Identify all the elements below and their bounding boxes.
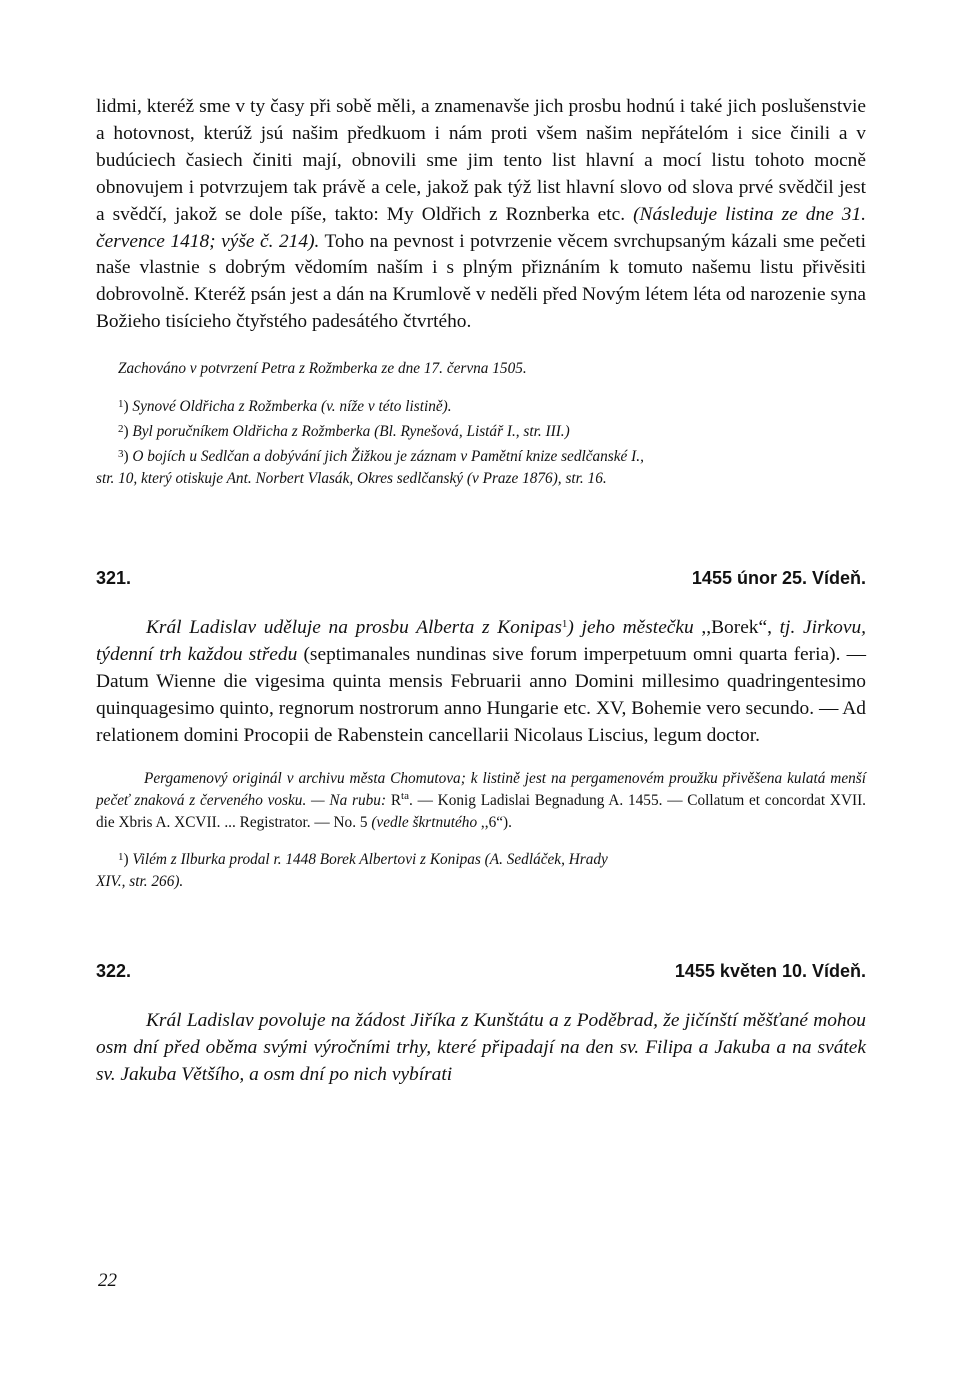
footnote-3: $^3$) O bojích u Sedlčan a dobývání jich Žižkou je záznam v Pamětní knize sedlčanské I., <box>118 448 644 466</box>
footnote-text: Byl poručníkem Oldřicha z Rožmberka (Bl. Rynešová, Listář I., str. III.) <box>132 423 570 441</box>
footnote-1: $^1$) Synové Oldřicha z Rožmberka (v. níže v této listině). <box>118 398 452 416</box>
footnote-text: Synové Oldřicha z Rožmberka (v. níže v této listině). <box>132 398 452 416</box>
footnote-mark: 1 <box>118 850 124 863</box>
note-italic: (vedle škrtnutého <box>371 813 478 831</box>
footnote-mark: 2 <box>118 423 124 436</box>
summary-roman: (septimanales nundinas sive forum imperpetuum omni quarta feria). — Datum Wienne die vigesima quinta mensis Februarii anno Domini millesimo quadringentesimo quinquagesimo quinto, regnorum nostrorum anno Hungarie etc. XV, Bohemie vero secundo. — Ad relationem domini Procopii de Rabenstein cancellarii Nicolaus Liscius, legum doctor. <box>96 644 866 746</box>
entry-322-heading <box>96 961 866 982</box>
summary-italic: tj. Jirkovu, týdenní trh každou středu <box>96 617 866 666</box>
footnote-1-continuation <box>96 871 866 893</box>
footnote-ref: 1 <box>561 618 568 631</box>
note-sup: ta <box>401 789 409 802</box>
editorial-insertion: (Následuje listina ze dne 31. července 1418; výše č. 214). <box>96 203 866 252</box>
entry-date-place: 1455 květen 10. Vídeň. <box>674 960 866 981</box>
footnote-3-continuation <box>96 468 866 490</box>
note-italic: Pergamenový originál v archivu města Chomutova; k listině jest na pergamenovém proužku přivěšena kulatá menší pečeť znaková z červeného vosku. — Na rubu: <box>96 769 866 809</box>
footnotes <box>96 393 866 490</box>
footnote-text: str. 10, který otiskuje Ant. Norbert Vlasák, Okres sedlčanský (v Praze 1876), str. 16. <box>96 470 607 488</box>
footnote-mark: 1 <box>118 398 124 411</box>
summary-italic: Král Ladislav povoluje na žádost Jiříka z Kunštátu a z Poděbrad, že jičínští měšťané mohou osm dní před oběma svými výročními trhy, které připadají na den sv. Filipa a Jakuba a na svátek sv. Jakuba Většího, a osm dní po nich vybírati <box>96 1009 866 1085</box>
summary-roman: ,,Borek“, <box>693 617 772 639</box>
footnote-2: $^2$) Byl poručníkem Oldřicha z Rožmberka (Bl. Rynešová, Listář I., str. III.) <box>118 423 570 441</box>
footnote-text: Vilém z Ilburka prodal r. 1448 Borek Albertovi z Konipas (A. Sedláček, Hrady <box>132 850 608 868</box>
entry-number: 322. <box>96 960 132 981</box>
note-roman: R <box>390 791 402 809</box>
footnote-text: O bojích u Sedlčan a dobývání jich Žižkou je záznam v Pamětní knize sedlčanské I., <box>132 448 644 466</box>
footnote-mark: 3 <box>118 448 124 461</box>
entry-321-archival-note <box>96 768 866 834</box>
continuation-text-1: lidmi, kteréž sme v ty časy při sobě měli, a znamenavše jich prosbu hodnú i také jich poslušenstvie a hotovnost, kterúž jsú našim předkuom i nám proti všem našim nepřátelóm i sice činili a v budúciech časiech činiti mají, obnovili sme jim tento list hlavní a mocí listu tohoto mocně obnovujem i potvrzujem tak právě a cele, jakož pak týž list hlavní slovo od slova prvé svědčil jest a svědčí, jakož se dole píše, takto: My Oldřich z Roznberka etc. <box>96 96 866 225</box>
summary-italic: ) jeho městečku <box>567 617 694 639</box>
document-page <box>96 94 866 1088</box>
entry-321-footnotes <box>96 846 866 893</box>
entry-number: 321. <box>96 568 132 589</box>
entry-321-summary <box>96 615 866 750</box>
source-note: Zachováno v potvrzení Petra z Rožmberka ze dne 17. června 1505. <box>118 360 527 378</box>
continuation-text-2: Toho na pevnost i potvrzenie věcem svrchupsaným kázali sme pečeti naše vlastnie s dobrým vědomím naším i s plným přiznáním k tomuto našemu listu přivěsiti dobrovolně. Kteréž psán jest a dán na Krumlově v neděli před Novým létem léta od narozenie syna Božieho tisícieho čtyřstého padesátého čtvrtého. <box>96 230 866 333</box>
entry-date-place: 1455 únor 25. Vídeň. <box>691 568 866 589</box>
page-number: 22 <box>98 1270 117 1291</box>
entry-321-heading <box>96 568 866 589</box>
summary-italic: Král Ladislav uděluje na prosbu Alberta z Konipas <box>146 617 562 639</box>
note-roman: ,,6“). <box>480 813 512 831</box>
note-roman: . — Konig Ladislai Begnadung A. 1455. — Collatum et concordat XVII. die Xbris A. XCVII. ... Registrator. — No. 5 <box>96 791 867 831</box>
footnote-1: $^1$) Vilém z Ilburka prodal r. 1448 Borek Albertovi z Konipas (A. Sedláček, Hrady <box>118 850 608 868</box>
continuation-paragraph <box>96 94 866 336</box>
entry-322-summary <box>96 1008 866 1089</box>
footnote-text: XIV., str. 266). <box>96 872 184 890</box>
